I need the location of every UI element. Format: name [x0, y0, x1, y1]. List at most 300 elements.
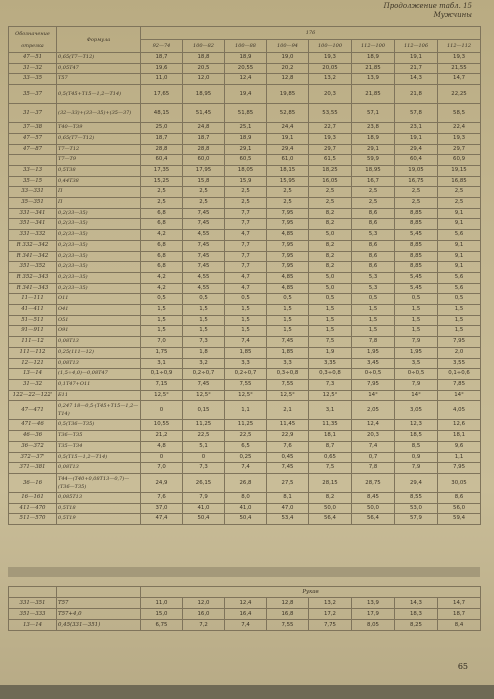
size-value-cell: 5,3 [352, 230, 395, 241]
size-value-cell: 28,8 [183, 144, 225, 155]
size-value-cell: 18,1 [309, 431, 352, 442]
size-value-cell: 1,5 [225, 315, 267, 326]
size-value-cell: 8,85 [395, 208, 438, 219]
size-value-cell: 7,8 [352, 463, 395, 474]
segment-designation: 371—381 [9, 463, 57, 474]
size-value-cell: 11,0 [141, 598, 183, 609]
segment-formula: П [57, 198, 141, 209]
segment-designation: 372—37' [9, 452, 57, 463]
size-value-cell: 14° [352, 390, 395, 401]
segment-designation: 511—570 [9, 514, 57, 525]
size-value-cell: 8,2 [309, 251, 352, 262]
size-value-cell: 16,8 [267, 609, 309, 620]
size-value-cell: 22,25 [438, 85, 481, 104]
size-value-cell: 18,9 [352, 53, 395, 64]
size-value-cell: 0÷0,5 [352, 369, 395, 380]
size-value-cell: 16,4 [225, 609, 267, 620]
size-value-cell: 22,9 [267, 431, 309, 442]
size-value-cell: 16,05 [309, 176, 352, 187]
size-value-cell: 1,5 [352, 315, 395, 326]
segment-formula: 0,2(33—35) [57, 240, 141, 251]
segment-designation: 47—51 [9, 53, 57, 64]
size-value-cell: 5,45 [395, 283, 438, 294]
segment-designation: 13—14 [9, 369, 57, 380]
size-value-cell: 5,3 [352, 283, 395, 294]
segment-formula: 0,2(33—35) [57, 283, 141, 294]
size-value-cell: 4,85 [267, 230, 309, 241]
table-row [9, 337, 481, 348]
table-row [9, 441, 481, 452]
size-value-cell: 1,8 [183, 347, 225, 358]
size-value-cell: 20,3 [352, 431, 395, 442]
size-value-cell: 4,2 [141, 283, 183, 294]
size-value-cell: 0,5 [352, 294, 395, 305]
size-value-cell: 28,8 [141, 144, 183, 155]
size-value-cell: 26,15 [183, 473, 225, 492]
size-value-cell: 6,5 [225, 441, 267, 452]
size-value-cell: 41,0 [225, 503, 267, 514]
size-value-cell: 16,85 [438, 176, 481, 187]
size-value-cell: 2,5 [352, 187, 395, 198]
size-value-cell: 24,9 [141, 473, 183, 492]
size-value-cell: 1,5 [395, 326, 438, 337]
size-value-cell: 7,45 [183, 379, 225, 390]
size-value-cell: 3,1 [141, 358, 183, 369]
size-value-cell: 7,7 [225, 240, 267, 251]
segment-designation: 122—22—122' [9, 390, 57, 401]
size-value-cell: 24,8 [183, 123, 225, 134]
segment-formula: 0,5(Т45+Т15—1,2—Т14) [57, 85, 141, 104]
size-value-cell: 1,5 [352, 305, 395, 316]
size-value-cell: 7,45 [183, 240, 225, 251]
size-value-cell: 61,0 [267, 155, 309, 166]
segment-designation: 11—111 [9, 294, 57, 305]
size-value-cell: 20,2 [267, 63, 309, 74]
size-value-cell: 12,5° [267, 390, 309, 401]
segment-designation: 351—333 [9, 609, 57, 620]
size-value-cell: 17,35 [141, 165, 183, 176]
size-value-cell: 19,3 [438, 133, 481, 144]
segment-formula: П [57, 187, 141, 198]
size-value-cell: 0,25 [225, 452, 267, 463]
page-bottom-shadow [0, 685, 494, 699]
size-value-cell: 12,0 [183, 598, 225, 609]
size-value-cell: 6,8 [141, 208, 183, 219]
size-value-cell: 12,5° [183, 390, 225, 401]
segment-formula: О91 [57, 326, 141, 337]
segment-designation: 111—112 [9, 347, 57, 358]
size-value-cell: 1,95 [352, 347, 395, 358]
size-value-cell: 4,85 [267, 283, 309, 294]
size-value-cell: 7,45 [267, 337, 309, 348]
size-value-cell: 6,8 [141, 251, 183, 262]
size-value-cell: 7,2 [183, 620, 225, 631]
size-value-cell: 18,7 [183, 133, 225, 144]
table-row [9, 123, 481, 134]
table-row [9, 53, 481, 64]
formula-column-header: Формула [57, 27, 141, 53]
segment-designation: 411—470 [9, 503, 57, 514]
size-value-cell: 2,5 [225, 187, 267, 198]
segment-formula: О41 [57, 305, 141, 316]
segment-formula: Т44—(Т40+0,08Т13—0,7)—(Т36—Т35) [57, 473, 141, 492]
size-value-cell: 7,95 [267, 251, 309, 262]
size-value-cell: 1,5 [438, 326, 481, 337]
size-value-cell: 7,3 [309, 379, 352, 390]
size-value-cell: 2,5 [395, 198, 438, 209]
size-value-cell: 11,35 [309, 420, 352, 431]
size-value-cell: 7,95 [438, 463, 481, 474]
sleeve-section-band [8, 567, 480, 577]
size-value-cell: 19,15 [438, 165, 481, 176]
size-value-cell: 61,5 [309, 155, 352, 166]
segment-formula: 0,1Т47+О11 [57, 379, 141, 390]
size-value-cell: 20,05 [309, 63, 352, 74]
size-value-cell: 18,25 [309, 165, 352, 176]
size-value-cell: 4,55 [183, 230, 225, 241]
segment-formula: 0,085Т13 [57, 492, 141, 503]
size-value-cell: 22,7 [309, 123, 352, 134]
segment-designation: 47—87 [9, 144, 57, 155]
size-value-cell: 0,5 [267, 294, 309, 305]
sleeve-row [9, 609, 481, 620]
size-value-cell: 1,5 [395, 305, 438, 316]
segment-designation: 331—332 [9, 230, 57, 241]
size-value-cell: 7,95 [352, 379, 395, 390]
size-value-cell: 1,5 [141, 305, 183, 316]
table-row [9, 272, 481, 283]
size-value-cell: 8,85 [395, 251, 438, 262]
size-value-cell: 0 [183, 452, 225, 463]
table-row [9, 283, 481, 294]
size-value-cell: 12,5° [309, 390, 352, 401]
size-value-cell: 7,95 [267, 240, 309, 251]
size-value-cell: 19,05 [395, 165, 438, 176]
size-value-cell: 2,5 [183, 187, 225, 198]
size-value-cell: 8,85 [395, 262, 438, 273]
segment-designation: 47—57 [9, 133, 57, 144]
size-value-cell: 1,5 [267, 305, 309, 316]
size-value-cell: 16,0 [183, 609, 225, 620]
table-row [9, 463, 481, 474]
size-value-cell: 28,15 [309, 473, 352, 492]
size-value-cell: 18,7 [141, 53, 183, 64]
segment-designation: 351—352 [9, 262, 57, 273]
size-value-cell: 7,7 [225, 262, 267, 273]
segment-designation: 41—411 [9, 305, 57, 316]
size-value-cell: 9,1 [438, 251, 481, 262]
size-value-cell: 25,1 [225, 123, 267, 134]
table-row [9, 379, 481, 390]
size-value-cell: 11,45 [267, 420, 309, 431]
size-value-cell: 14° [395, 390, 438, 401]
size-value-cell: 3,3 [225, 358, 267, 369]
segment-formula: Т35—Т34 [57, 441, 141, 452]
size-value-cell: 21,55 [438, 63, 481, 74]
segment-designation: 31—32 [9, 63, 57, 74]
size-value-cell: 50,4 [225, 514, 267, 525]
size-value-cell: 11,25 [225, 420, 267, 431]
size-value-cell: 12,5° [225, 390, 267, 401]
segment-designation: 331—351 [9, 598, 57, 609]
size-value-cell: 18,95 [183, 85, 225, 104]
size-value-cell: 51,85 [225, 104, 267, 123]
size-value-cell: 47,0 [267, 503, 309, 514]
size-value-cell: 2,5 [183, 198, 225, 209]
size-value-cell: 3,45 [352, 358, 395, 369]
size-value-cell: 52,85 [267, 104, 309, 123]
table-row [9, 347, 481, 358]
segment-designation: 12—121 [9, 358, 57, 369]
segment-designation: 351—341 [9, 219, 57, 230]
size-column-header: 92—74 [141, 40, 183, 53]
height-group-header: 176 [141, 27, 481, 40]
size-value-cell: 47,4 [141, 514, 183, 525]
segment-designation: 33—13 [9, 165, 57, 176]
size-value-cell: 57,8 [395, 104, 438, 123]
segment-designation: 16—161 [9, 492, 57, 503]
size-value-cell: 4,55 [183, 272, 225, 283]
table-row [9, 514, 481, 525]
size-value-cell: 8,2 [309, 262, 352, 273]
designation-column-header: Обозначение отрезка [9, 27, 57, 53]
size-value-cell: 2,5 [352, 198, 395, 209]
size-value-cell: 7,6 [267, 441, 309, 452]
size-value-cell: 19,3 [309, 133, 352, 144]
size-value-cell: 2,5 [309, 198, 352, 209]
size-value-cell: 1,75 [141, 347, 183, 358]
table-row [9, 219, 481, 230]
size-value-cell: 17,95 [183, 165, 225, 176]
size-value-cell: 7,95 [438, 337, 481, 348]
size-value-cell: 18,9 [352, 133, 395, 144]
size-value-cell: 20,55 [225, 63, 267, 74]
size-value-cell: 37,0 [141, 503, 183, 514]
size-value-cell: 15,25 [141, 176, 183, 187]
size-value-cell: 4,2 [141, 272, 183, 283]
size-value-cell: 19,1 [395, 53, 438, 64]
table-row [9, 155, 481, 166]
size-column-header: 100—100 [309, 40, 352, 53]
size-value-cell: 29,4 [267, 144, 309, 155]
size-value-cell: 7,55 [225, 379, 267, 390]
segment-designation: 31—32 [9, 379, 57, 390]
size-value-cell: 9,6 [438, 441, 481, 452]
size-value-cell: 6,75 [141, 620, 183, 631]
table-row [9, 358, 481, 369]
table-row [9, 294, 481, 305]
segment-designation: 91—911 [9, 326, 57, 337]
size-value-cell: 8,6 [352, 208, 395, 219]
size-value-cell: 1,1 [438, 452, 481, 463]
size-value-cell: 0,5 [438, 294, 481, 305]
segment-formula: 0,25(111—12) [57, 347, 141, 358]
sleeve-label-row [9, 587, 481, 598]
segment-formula: 0,2(33—35) [57, 251, 141, 262]
segment-designation: R 352—343 [9, 272, 57, 283]
size-value-cell: 9,1 [438, 262, 481, 273]
size-value-cell: 18,7 [141, 133, 183, 144]
size-value-cell: 7,9 [395, 337, 438, 348]
segment-formula: (1,5÷4,0)—0,08Т47 [57, 369, 141, 380]
segment-designation: 51—511 [9, 315, 57, 326]
segment-formula: Т57+4,0 [57, 609, 141, 620]
size-value-cell: 19,85 [267, 85, 309, 104]
size-value-cell: 8,2 [309, 219, 352, 230]
size-value-cell: 15,95 [267, 176, 309, 187]
segment-formula: 0,5Т19 [57, 514, 141, 525]
size-value-cell: 14,3 [395, 598, 438, 609]
size-value-cell: 29,4 [395, 144, 438, 155]
size-value-cell: 18,9 [225, 53, 267, 64]
table-continuation-header [384, 2, 472, 20]
size-value-cell: 23,8 [352, 123, 395, 134]
table-row [9, 240, 481, 251]
table-row [9, 251, 481, 262]
size-value-cell: 56,4 [352, 514, 395, 525]
size-value-cell: 1,5 [309, 315, 352, 326]
size-value-cell: 7,45 [183, 251, 225, 262]
table-row [9, 305, 481, 316]
size-value-cell: 1,5 [309, 305, 352, 316]
size-value-cell: 19,0 [267, 53, 309, 64]
table-row [9, 176, 481, 187]
size-value-cell: 1,5 [183, 326, 225, 337]
size-value-cell: 8,55 [395, 492, 438, 503]
size-value-cell: 8,45 [352, 492, 395, 503]
size-value-cell: 0,5 [141, 294, 183, 305]
segment-formula: 0,2(33—35) [57, 272, 141, 283]
size-value-cell: 3,5 [395, 358, 438, 369]
size-value-cell: 14° [438, 390, 481, 401]
size-value-cell: 0 [141, 401, 183, 420]
size-value-cell: 5,6 [438, 283, 481, 294]
segment-formula: Т36—Т35 [57, 431, 141, 442]
size-value-cell: 7,45 [267, 463, 309, 474]
size-value-cell: 57,1 [352, 104, 395, 123]
segment-formula: 0,5(Т36—Т35) [57, 420, 141, 431]
size-value-cell: 7,4 [225, 337, 267, 348]
size-value-cell: 12,8 [267, 598, 309, 609]
table-row [9, 85, 481, 104]
size-value-cell: 2,5 [225, 198, 267, 209]
size-value-cell: 18,8 [183, 53, 225, 64]
size-value-cell: 4,05 [438, 401, 481, 420]
size-value-cell: 22,4 [438, 123, 481, 134]
segment-formula: 0,65(Т7—Т12) [57, 133, 141, 144]
size-value-cell: 58,5 [438, 104, 481, 123]
segment-formula: 0,2(33—35) [57, 208, 141, 219]
size-value-cell: 5,6 [438, 272, 481, 283]
sleeve-row [9, 598, 481, 609]
size-column-header: 100—82 [183, 40, 225, 53]
size-value-cell: 5,45 [395, 230, 438, 241]
segment-designation: 36—372 [9, 441, 57, 452]
size-value-cell: 8,25 [395, 620, 438, 631]
size-value-cell: 29,4 [395, 473, 438, 492]
size-value-cell: 21,85 [352, 85, 395, 104]
size-value-cell: 6,8 [141, 240, 183, 251]
size-value-cell: 28,75 [352, 473, 395, 492]
table-row [9, 401, 481, 420]
size-value-cell: 13,9 [352, 74, 395, 85]
size-value-cell: 1,5 [141, 326, 183, 337]
size-value-cell: 1,5 [183, 315, 225, 326]
size-value-cell: 7,5 [309, 463, 352, 474]
size-value-cell: 21,8 [395, 85, 438, 104]
size-value-cell: 56,4 [309, 514, 352, 525]
size-value-cell: 7,55 [267, 379, 309, 390]
size-value-cell: 53,55 [309, 104, 352, 123]
size-value-cell: 17,65 [141, 85, 183, 104]
segment-formula: Т7—Т12 [57, 144, 141, 155]
segment-designation: 46—36 [9, 431, 57, 442]
size-value-cell: 3,55 [438, 358, 481, 369]
segment-formula: 0,44Т38 [57, 176, 141, 187]
segment-formula: 0,08Т13 [57, 337, 141, 348]
size-value-cell: 0,5 [309, 294, 352, 305]
size-value-cell: 1,5 [183, 305, 225, 316]
segment-formula: 0,2(33—35) [57, 230, 141, 241]
size-value-cell: 0,45 [267, 452, 309, 463]
size-value-cell: 2,5 [438, 187, 481, 198]
segment-formula: Т40—Т39 [57, 123, 141, 134]
size-value-cell: 7,45 [183, 262, 225, 273]
size-value-cell: 14,7 [438, 74, 481, 85]
segment-formula: Б11 [57, 390, 141, 401]
size-value-cell: 50,4 [183, 514, 225, 525]
size-value-cell: 12,4 [352, 420, 395, 431]
size-value-cell: 27,5 [267, 473, 309, 492]
size-value-cell: 8,4 [438, 620, 481, 631]
size-value-cell: 8,0 [225, 492, 267, 503]
measurement-table [8, 26, 481, 525]
size-value-cell: 8,7 [309, 441, 352, 452]
size-value-cell: 4,2 [141, 230, 183, 241]
size-value-cell: 2,05 [352, 401, 395, 420]
table-row [9, 369, 481, 380]
size-value-cell: 8,5 [395, 441, 438, 452]
size-value-cell: 0,3÷0,8 [267, 369, 309, 380]
size-value-cell: 1,85 [267, 347, 309, 358]
table-row [9, 473, 481, 492]
size-value-cell: 11,25 [183, 420, 225, 431]
size-value-cell: 0,2÷0,7 [225, 369, 267, 380]
segment-designation: R 332—342 [9, 240, 57, 251]
size-value-cell: 9,1 [438, 208, 481, 219]
size-value-cell: 19,1 [267, 133, 309, 144]
table-row [9, 63, 481, 74]
size-value-cell: 8,2 [309, 492, 352, 503]
table-row [9, 144, 481, 155]
size-value-cell: 2,5 [267, 198, 309, 209]
segment-designation: R 341—343 [9, 283, 57, 294]
size-value-cell: 10,55 [141, 420, 183, 431]
table-row [9, 230, 481, 241]
size-value-cell: 5,3 [352, 272, 395, 283]
size-value-cell: 2,5 [267, 187, 309, 198]
segment-formula: (32—33)+(33—35)+(35—37) [57, 104, 141, 123]
size-value-cell: 7,9 [183, 492, 225, 503]
size-value-cell: 6,8 [141, 262, 183, 273]
segment-designation [9, 155, 57, 166]
size-value-cell: 11,0 [141, 74, 183, 85]
size-value-cell: 18,1 [438, 431, 481, 442]
size-value-cell: 53,4 [267, 514, 309, 525]
size-value-cell: 3,05 [395, 401, 438, 420]
size-value-cell: 41,0 [183, 503, 225, 514]
size-value-cell: 15,9 [225, 176, 267, 187]
